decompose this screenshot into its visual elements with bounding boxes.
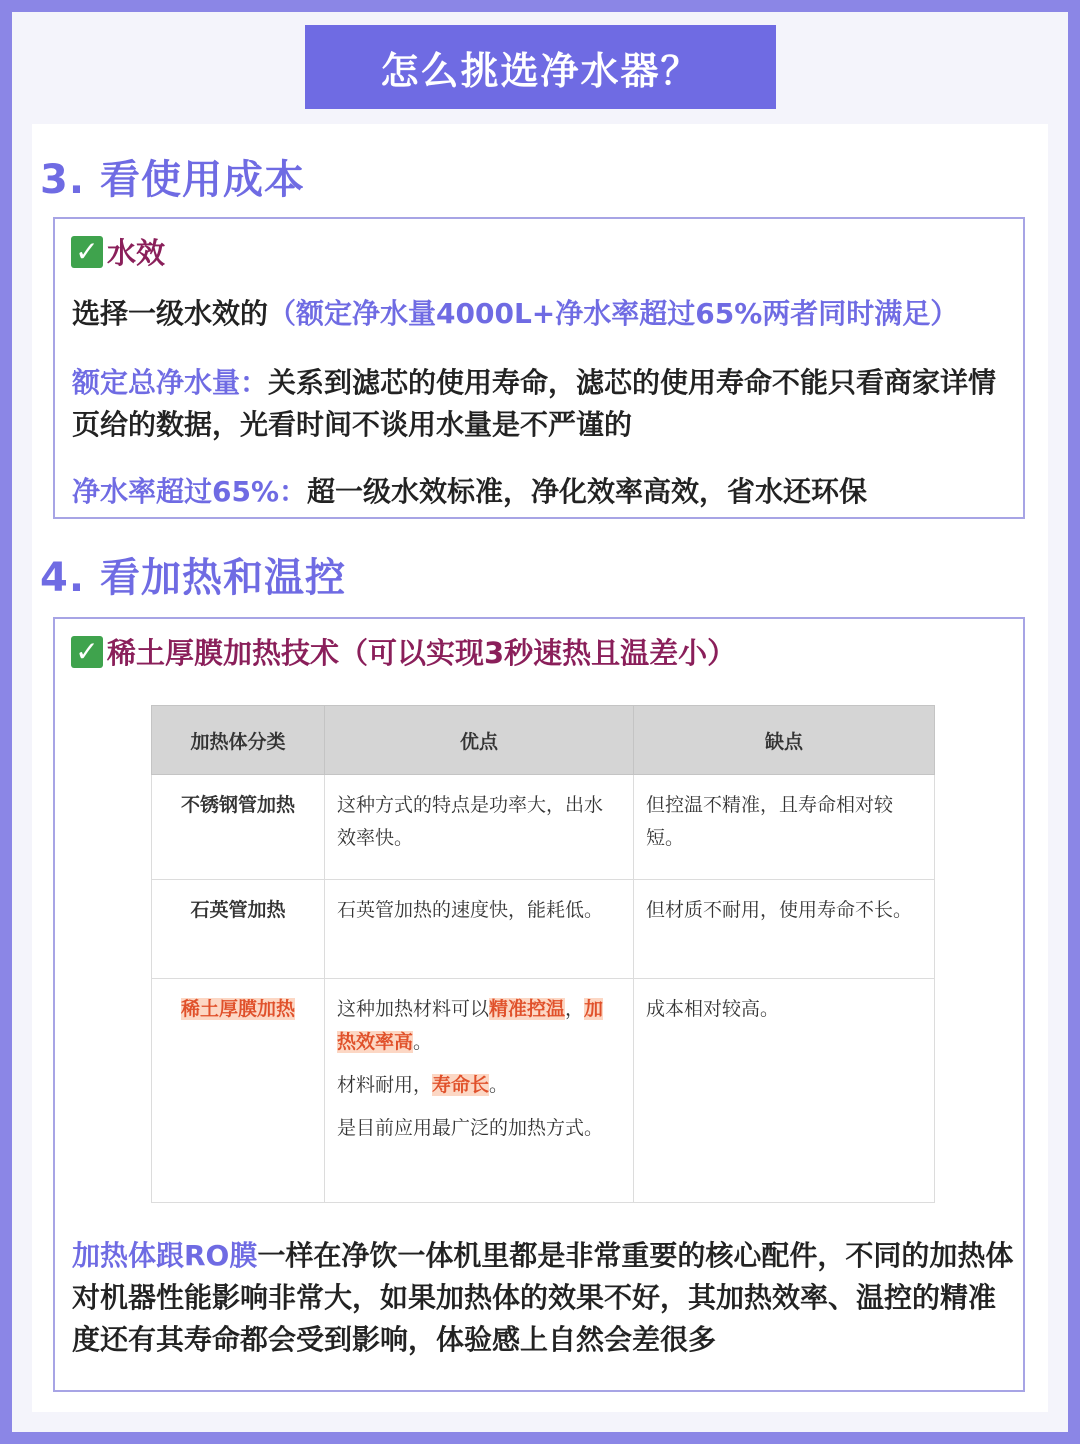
line-accent: （额定净水量4000L+净水率超过65%两者同时满足）	[268, 297, 959, 330]
table-row	[152, 880, 935, 979]
table-header: 加热体分类	[152, 706, 325, 775]
heater-type: 不锈钢管加热	[152, 775, 325, 880]
heating-check	[71, 631, 736, 672]
check-mark-icon: ✓	[71, 236, 103, 268]
heater-cons: 成本相对较高。	[634, 979, 935, 1203]
table-header-row	[152, 706, 935, 775]
section-4-heading: 4. 看加热和温控	[40, 555, 346, 601]
heating-comparison-table	[151, 705, 935, 1203]
purification-rate-label: 净水率超过65%：	[72, 475, 308, 508]
pros-line-3: 是目前应用最广泛的加热方式。	[337, 1117, 604, 1139]
check-label: 稀土厚膜加热技术（可以实现3秒速热且温差小）	[107, 636, 737, 670]
pros-line-1	[337, 993, 621, 1059]
rated-volume-label: 额定总净水量：	[72, 366, 269, 399]
highlight: 加热效率高	[337, 998, 604, 1053]
table-row	[152, 979, 935, 1203]
summary-accent: 加热体跟RO膜	[72, 1239, 258, 1272]
efficiency-line	[72, 293, 1032, 335]
heater-pros: 这种方式的特点是功率大，出水效率快。	[325, 775, 634, 880]
text: 。	[413, 1031, 433, 1053]
highlight: 寿命长	[432, 1074, 490, 1096]
rated-volume-paragraph	[72, 362, 1017, 446]
page-title: 怎么挑选净水器？	[305, 25, 776, 109]
highlight: 精准控温	[489, 998, 566, 1020]
table-row	[152, 775, 935, 880]
rated-volume-text: 关系到滤芯的使用寿命，滤芯的使用寿命不能只看商家详情页给的数据，光看时间不谈用水量是不严谨的	[72, 366, 997, 441]
table-header: 缺点	[634, 706, 935, 775]
heater-cons: 但控温不精准，且寿命相对较短。	[634, 775, 935, 880]
text: 这种加热材料可以	[337, 998, 490, 1020]
section-3-heading: 3. 看使用成本	[40, 157, 305, 203]
line-prefix: 选择一级水效的	[72, 297, 269, 330]
table-header: 优点	[325, 706, 634, 775]
text: 。	[489, 1074, 509, 1096]
pros-line-2	[337, 1069, 621, 1102]
text: 材料耐用，	[337, 1074, 433, 1096]
heating-box	[53, 617, 1025, 1392]
summary-text: 一样在净饮一体机里都是非常重要的核心配件，不同的加热体对机器性能影响非常大，如果加热体的效果不好，其加热效率、温控的精准度还有其寿命都会受到影响，体验感上自然会差很多	[72, 1239, 1014, 1356]
heater-cons: 但材质不耐用，使用寿命不长。	[634, 880, 935, 979]
heater-pros: 石英管加热的速度快，能耗低。	[325, 880, 634, 979]
heater-type	[152, 979, 325, 1203]
check-label: 水效	[107, 236, 166, 270]
purification-rate-text: 超一级水效标准，净化效率高效，省水还环保	[307, 475, 868, 508]
heater-pros	[325, 979, 634, 1203]
heating-summary-paragraph	[72, 1235, 1017, 1361]
check-mark-icon: ✓	[71, 636, 103, 668]
water-efficiency-check	[71, 231, 165, 272]
highlighted-type: 稀土厚膜加热	[180, 998, 295, 1020]
water-efficiency-box	[53, 217, 1025, 519]
text: ，	[565, 998, 585, 1020]
heater-type: 石英管加热	[152, 880, 325, 979]
purification-rate-paragraph	[72, 471, 1017, 513]
